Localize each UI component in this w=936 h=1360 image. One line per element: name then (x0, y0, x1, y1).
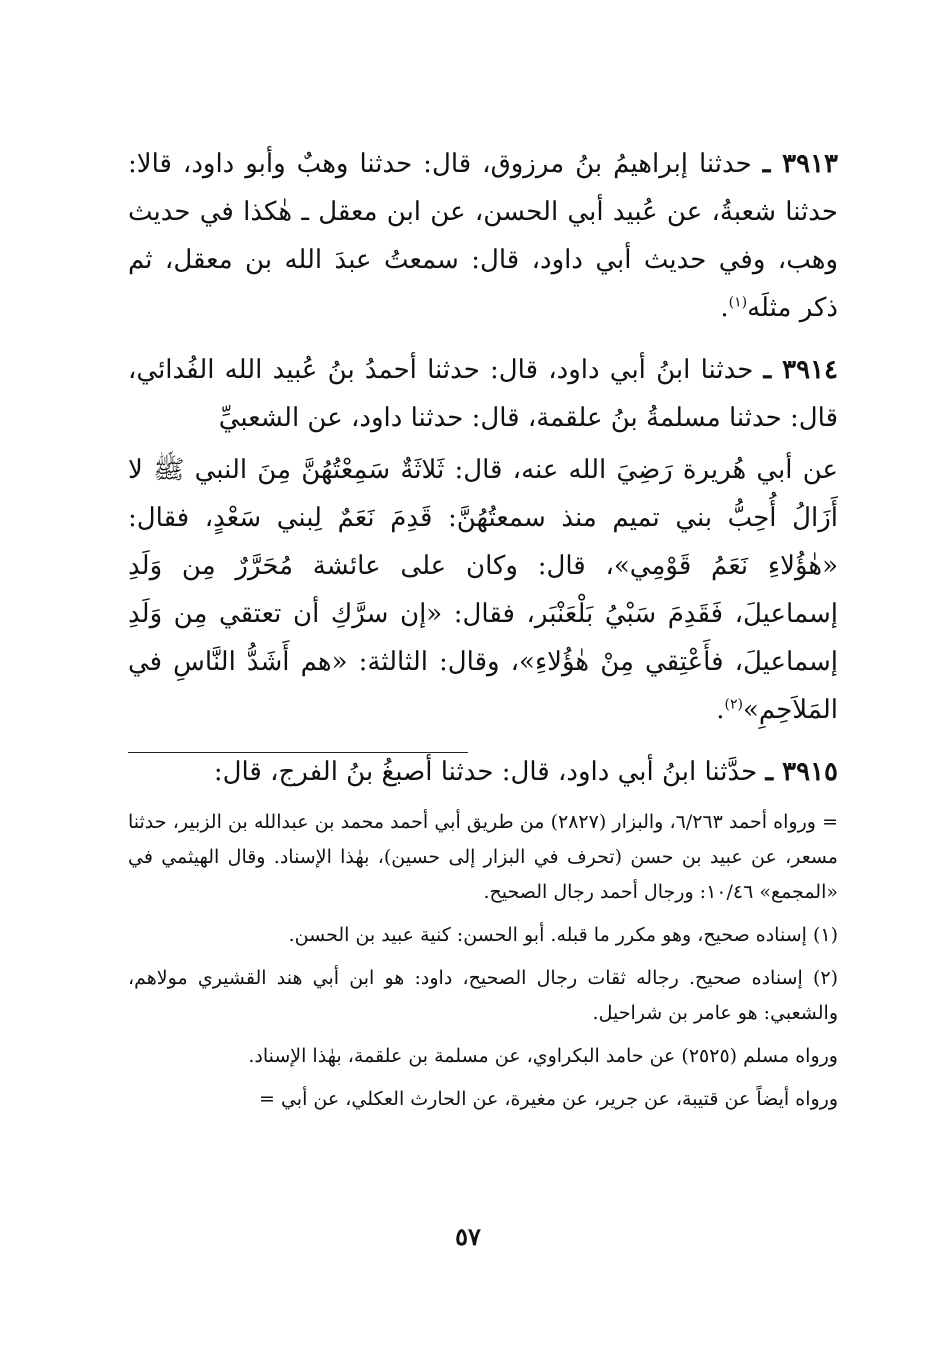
footnote-2: (٢) إسناده صحيح. رجاله ثقات رجال الصحيح، داود: هو ابن أبي هند القشيري مولاهم، والشعبي: هو عامر بن شراحيل. (128, 967, 838, 1024)
hadith-3913 (128, 140, 838, 332)
hadith-3914-matn (128, 446, 838, 734)
hadith-3915 (128, 748, 838, 796)
footnotes (128, 805, 838, 1117)
hadith-text: حدَّثنا ابنُ أبي داود، قال: حدثنا أصبغُ بنُ الفرج، قال: (213, 757, 758, 787)
footnote-2-cont-a: ورواه مسلم (٢٥٢٥) عن حامد البكراوي، عن مسلمة بن علقمة، بهٰذا الإسناد. (248, 1045, 838, 1067)
hadith-number: ٣٩١٤ ـ (763, 355, 839, 385)
main-text (128, 140, 839, 1110)
footnote-continuation: = ورواه أحمد ٦/٢٦٣، والبزار (٢٨٢٧) من طريق أبي أحمد محمد بن عبدالله بن الزبير، حدثنا مسعر، عن عبيد بن حسن (تحرف في البزار إلى حسين)، بهٰذا الإسناد. وقال الهيثمي في «المجمع» ١٠/٤٦: ورجال أحمد رجال الصحيح. (128, 811, 839, 903)
hadith-text: عن أبي هُريرة رَضِيَ الله عنه، قال: ثَلاثَةٌ سَمِعْتُهُنَّ مِنَ النبي ﷺ لا أَزَالُ أُحِبُّ بني تميم منذ سمعتُهُنَّ: قَدِمَ نَعَمٌ لِبني سَعْدٍ، فقال: «هٰؤُلاءِ نَعَمُ قَوْمِي»، قال: وكان على عائشة مُحَرَّرٌ مِن وَلَدِ إسماعيلَ، فَقَدِمَ سَبْيُ بَلْعَنْبَر، فقال: «إن سرَّكِ أن تعتقي مِن وَلَدِ إسماعيلَ، فأَعْتِقي مِنْ هٰؤُلاءِ»، وقال: الثالثة: «هم أَشَدُّ النَّاسِ في المَلاَحِمِ» (128, 455, 839, 725)
hadith-3914-isnad (128, 346, 838, 442)
footnote-ref-1: (١) (728, 294, 748, 311)
footnote-divider (128, 752, 468, 753)
footnote-2-cont-b: ورواه أيضاً عن قتيبة، عن جرير، عن مغيرة، عن الحارث العكلي، عن أبي = (259, 1088, 838, 1110)
hadith-number: ٣٩١٥ ـ (765, 757, 838, 787)
hadith-end: . (720, 293, 729, 323)
footnote-1: (١) إسناده صحيح، وهو مكرر ما قبله. أبو الحسن: كنية عبيد بن الحسن. (288, 924, 838, 946)
hadith-text: حدثنا إبراهيمُ بنُ مرزوق، قال: حدثنا وهبٌ وأبو داود، قالا: حدثنا شعبةُ، عن عُبيد أبي الحسن، عن ابن معقل ـ هٰكذا في حديث وهب، وفي حديث أبي داود، قال: سمعتُ عبدَ الله بن معقل، ثم ذكر مثلَه (128, 149, 838, 323)
hadith-end: . (716, 695, 725, 725)
footnote-ref-2: (٢) (724, 696, 744, 713)
hadith-number: ٣٩١٣ ـ (762, 149, 839, 179)
hadith-text: حدثنا ابنُ أبي داود، قال: حدثنا أحمدُ بنُ عُبيد الله الفُدائي، قال: حدثنا مسلمةُ بنُ علقمة، قال: حدثنا داود، عن الشعبيِّ (128, 355, 838, 433)
page-number: ٥٧ (455, 1222, 481, 1251)
